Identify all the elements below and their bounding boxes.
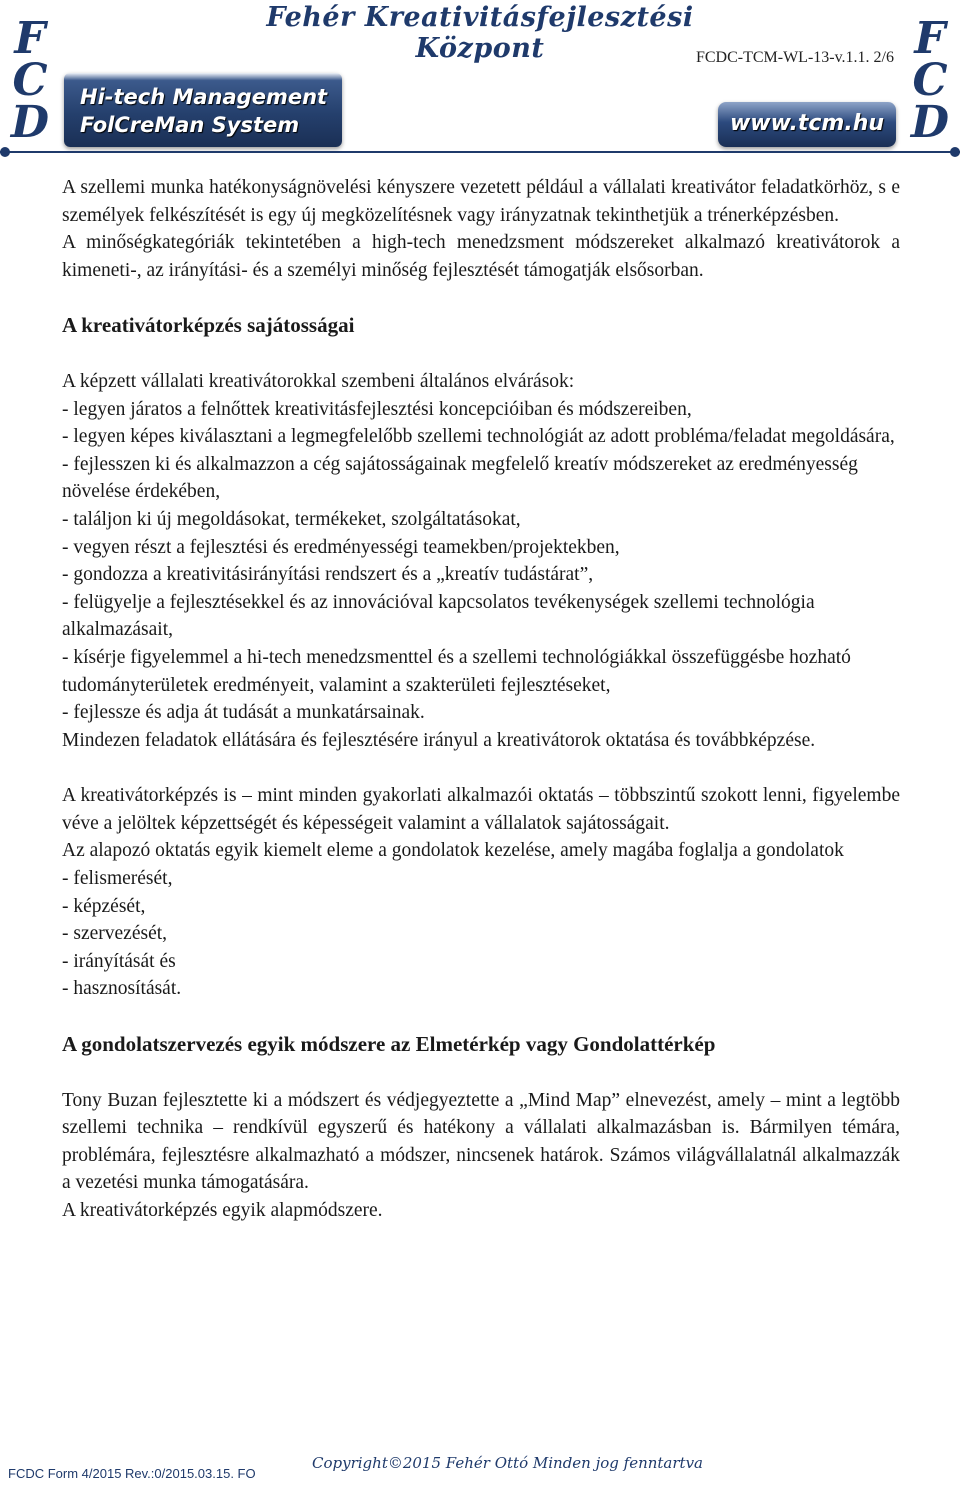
monogram-right [906,13,954,148]
paragraph: A kreativátorképzés egyik alapmódszere. [62,1200,383,1221]
hitech-logo [64,73,342,147]
document-reference: FCDC-TCM-WL-13-v.1.1. 2/6 [695,49,894,66]
divider-dot-right [950,147,960,157]
logo-line-2: FolCreMan System [80,113,300,137]
header-title: Fehér Kreativitásfejlesztési Központ [266,2,694,64]
website-link[interactable]: www.tcm.hu [729,111,885,136]
monogram-letter: D [910,97,950,148]
section-heading: A gondolatszervezés egyik módszere az Elmetérkép vagy Gondolattérkép [62,1032,716,1057]
paragraph: A képzett vállalati kreativátorokkal szembeni általános elvárások: [62,370,575,392]
paragraph: A kreativátorképzés is – mint minden gyakorlati alkalmazói oktatás – többszintű szokott lenni, figyelembe véve a jelöltek képzettségét és képességeit valamint a vállalatok sajátosságait. [62,785,900,834]
list-item: - vegyen részt a fejlesztési és eredményességi teamekben/projektekben, [62,536,620,558]
website-badge[interactable] [718,102,896,147]
list-item: - képzését, [62,895,146,917]
monogram-letter: D [10,97,50,148]
list-item: - hasznosítását. [62,978,182,1000]
document-body [62,174,900,1225]
list-item: - gondozza a kreativitásirányítási rendszert és a „kreatív tudástárat”, [62,564,594,586]
logo-line-1: Hi-tech Management [80,85,328,109]
monogram-letter: F [14,13,46,64]
divider-dot-left [0,147,10,157]
paragraph: A szellemi munka hatékonyságnövelési kényszere vezetett például a vállalati kreativátor feladatkörhöz, s e személyek felkészítését is egy új megközelítésnek vagy irányzatnak tekinthetjük a trénerképzésben. [62,177,900,226]
monogram-left [6,13,54,148]
list-item: - találjon ki új megoldásokat, termékeket, szolgáltatásokat, [62,508,521,530]
monogram-letter: C [912,55,948,106]
paragraph: Tony Buzan fejlesztette ki a módszert és védjegyeztette a „Mind Map” elnevezést, amely – mint a legtöbb szellemi technika – rendkívül egyszerű és hatékony a vállalati alkalmazásban is. Bármilyen témára, problémára, fejlesztésre alkalmazható a módszer, nincsenek határok. Számos világvállalatnál alkalmazzák a vezetési munka támogatására. [62,1089,900,1194]
list-item: - felügyelje a fejlesztésekkel és az innovációval kapcsolatos tevékenységek szellemi technológia alkalmazásait, [62,591,815,641]
monogram-letter: F [914,13,946,64]
paragraph: Mindezen feladatok ellátására és fejlesztésére irányul a kreativátorok oktatása és továbbképzése. [62,729,816,751]
header-divider [0,151,960,153]
footer-form-id: FCDC Form 4/2015 Rev.:0/2015.03.15. FO [8,1466,256,1481]
list-item: - fejlessze és adja át tudását a munkatársainak. [62,702,425,724]
list-item: - legyen képes kiválasztani a legmegfelelőbb szellemi technológiát az adott probléma/feladat megoldására, [62,426,895,448]
paragraph: A minőségkategóriák tekintetében a high-tech menedzsment módszereket alkalmazó kreativátorok a kimeneti-, az irányítási- és a személyi minőség fejlesztését támogatják elsősorban. [62,232,900,281]
footer-copyright: Copyright©2015 Fehér Ottó Minden jog fenntartva [312,1454,703,1472]
list-item: - fejlesszen ki és alkalmazzon a cég sajátosságainak megfelelő kreatív módszereket az eredményesség növelése érdekében, [62,453,858,503]
list-item: - legyen járatos a felnőttek kreativitásfejlesztési koncepcióiban és módszereiben, [62,398,692,420]
paragraph: Az alapozó oktatás egyik kiemelt eleme a gondolatok kezelése, amely magába foglalja a gondolatok [62,840,844,862]
section-heading: A kreativátorképzés sajátosságai [62,313,355,338]
list-item: - szervezését, [62,923,168,945]
monogram-letter: C [12,55,48,106]
list-item: - irányítását és [62,950,176,972]
list-item: - felismerését, [62,868,173,890]
list-item: - kísérje figyelemmel a hi-tech menedzsmenttel és a szellemi technológiákkal összefüggésbe hozható tudományterületek eredményeit, valamint a szakterületi fejlesztéseket, [62,646,851,696]
